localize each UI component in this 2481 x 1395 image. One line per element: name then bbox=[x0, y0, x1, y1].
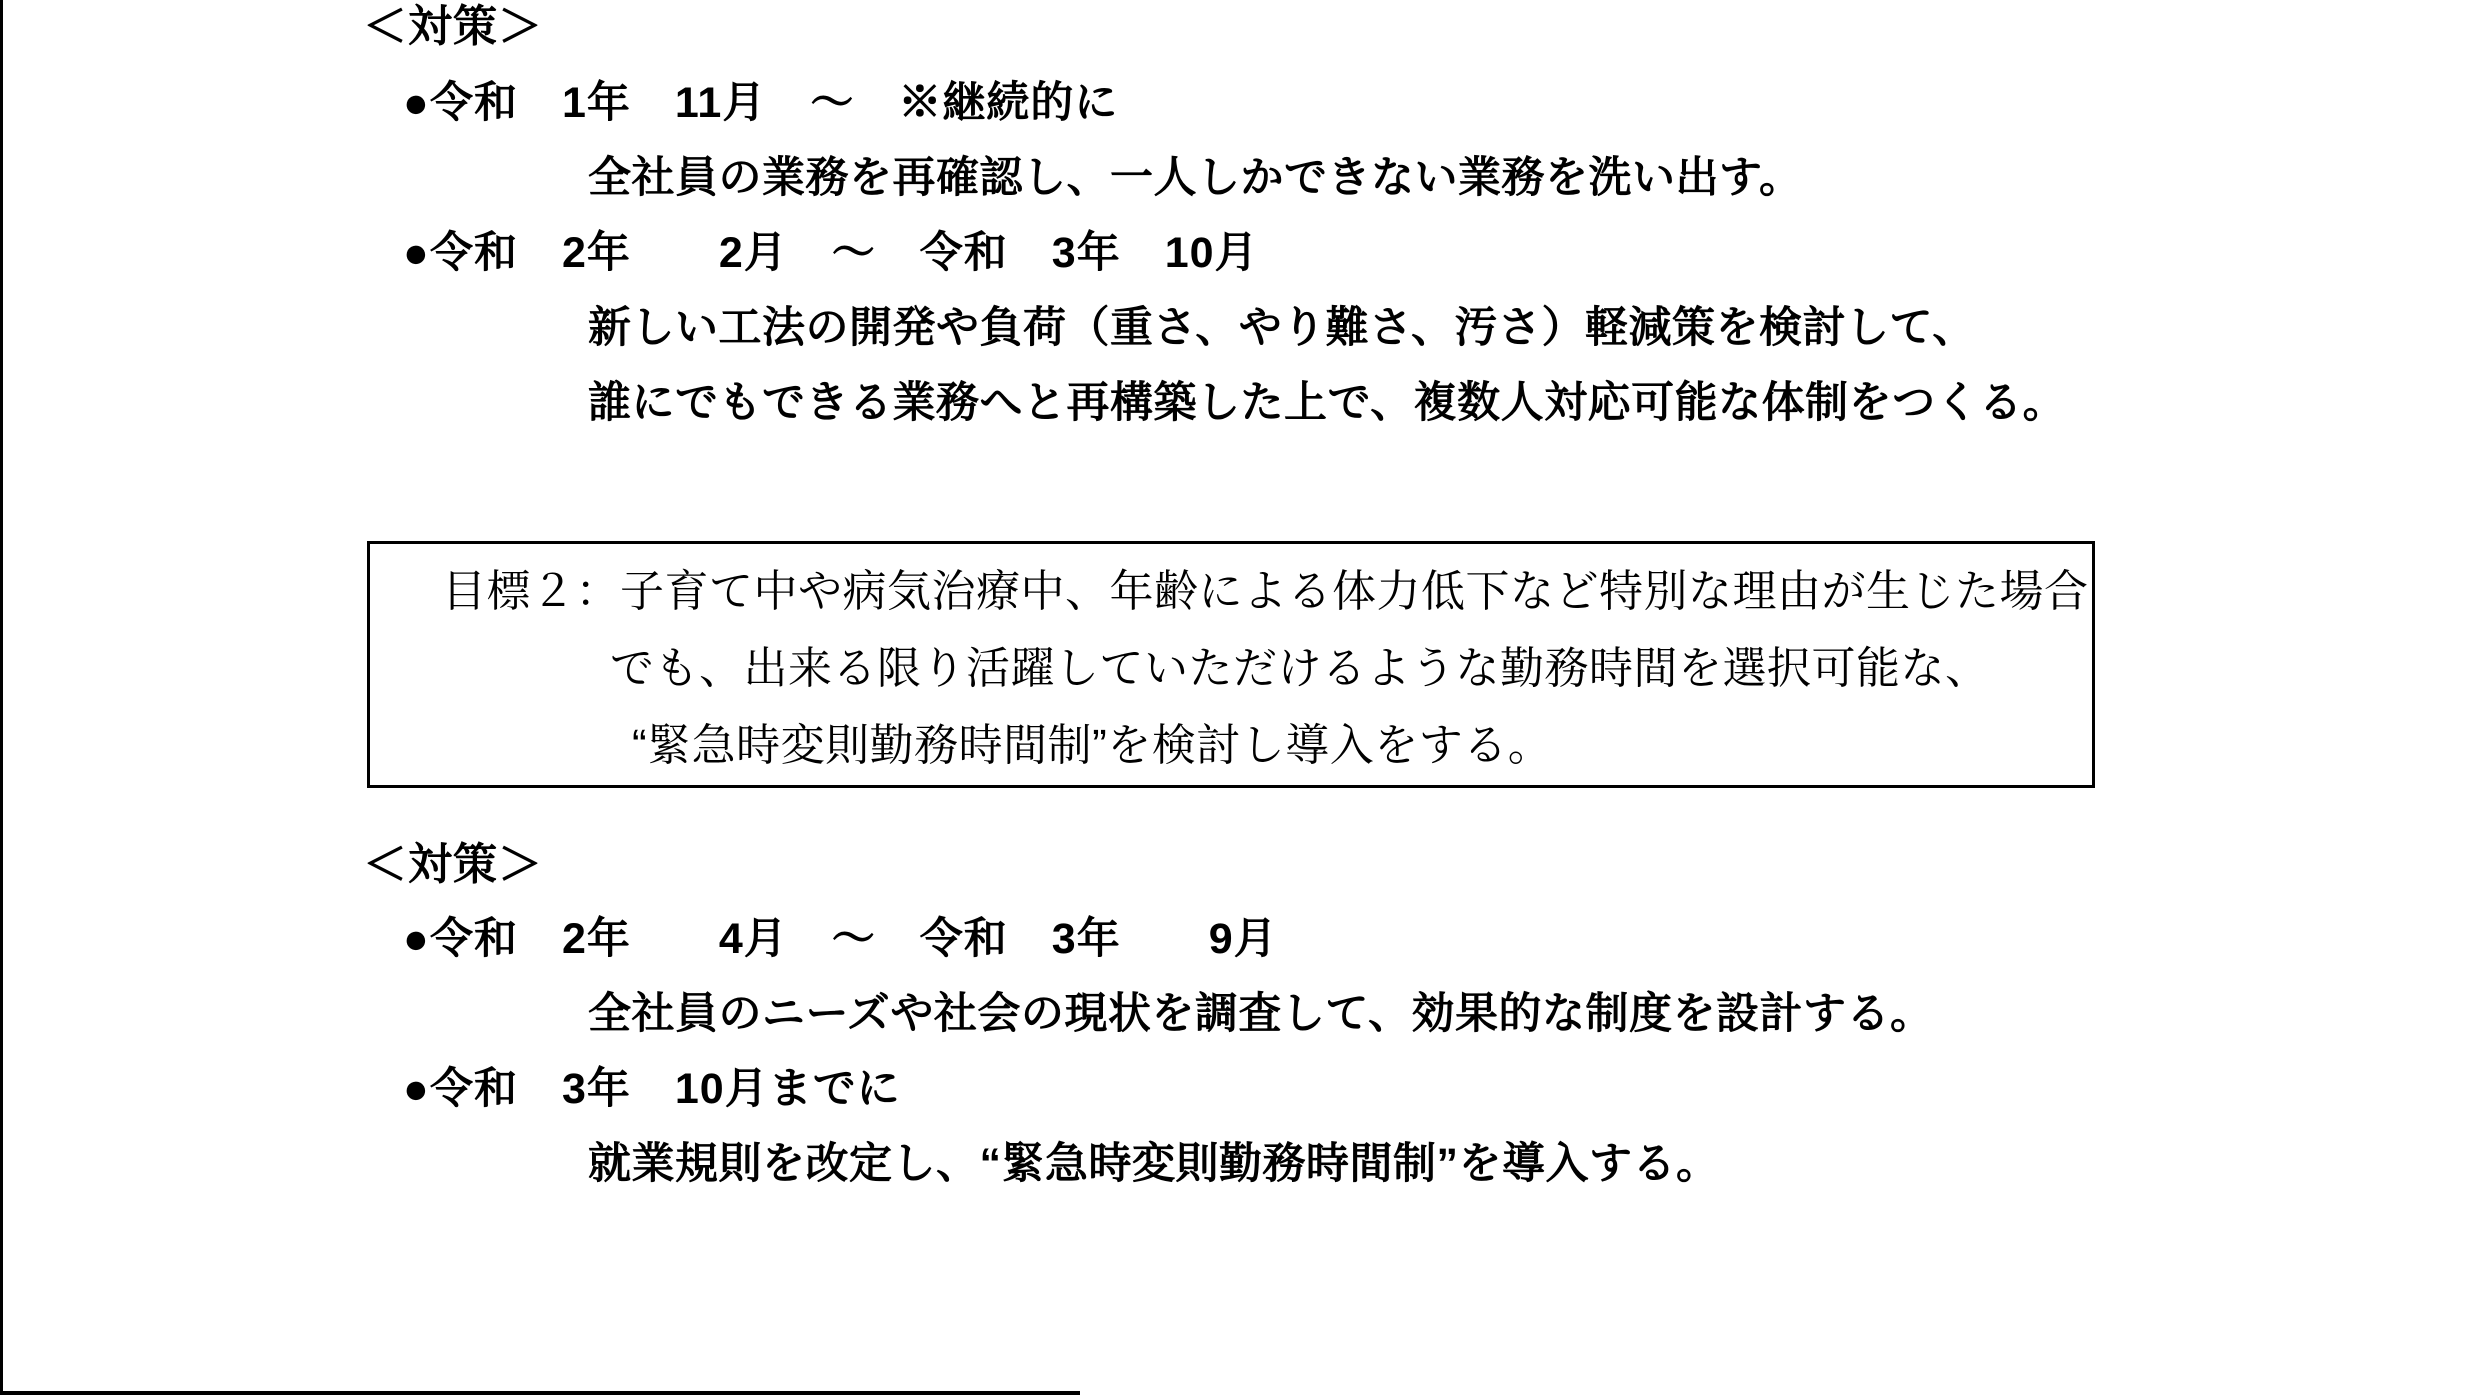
section2-item1-date: ●令和 2年 4月 ～ 令和 3年 9月 bbox=[403, 915, 1278, 963]
section1-item2-date: ●令和 2年 2月 ～ 令和 3年 10月 bbox=[403, 229, 1259, 277]
section1-item2-detail-2: 誰にでもできる業務へと再構築した上で、複数人対応可能な体制をつくる。 bbox=[588, 379, 2067, 427]
section1-heading: ＜対策＞ bbox=[363, 2, 543, 51]
goal2-box bbox=[367, 541, 2095, 788]
goal2-line-1: 目標２：子育て中や病気治療中、年齢による体力低下など特別な理由が生じた場合 bbox=[442, 567, 2089, 616]
section2-item1-detail: 全社員のニーズや社会の現状を調査して、効果的な制度を設計する。 bbox=[588, 990, 1934, 1038]
section2-item2-date: ●令和 3年 10月までに bbox=[403, 1065, 901, 1113]
goal2-line-2: でも、出来る限り活躍していただけるような勤務時間を選択可能な、 bbox=[610, 644, 1990, 693]
goal2-line-3: “緊急時変則勤務時間制”を検討し導入をする。 bbox=[632, 721, 1553, 770]
page-left-border-line bbox=[0, 0, 3, 1395]
page-bottom-border-line bbox=[0, 1391, 1080, 1395]
section1-item1-date: ●令和 1年 11月 ～ ※継続的に bbox=[403, 79, 1119, 127]
section2-item2-detail: 就業規則を改定し、“緊急時変則勤務時間制”を導入する。 bbox=[588, 1140, 1720, 1188]
section1-item1-detail: 全社員の業務を再確認し、一人しかできない業務を洗い出す。 bbox=[588, 154, 1803, 202]
section1-item2-detail-1: 新しい工法の開発や負荷（重さ、やり難さ、汚さ）軽減策を検討して、 bbox=[588, 304, 1976, 352]
section2-heading: ＜対策＞ bbox=[363, 840, 543, 889]
